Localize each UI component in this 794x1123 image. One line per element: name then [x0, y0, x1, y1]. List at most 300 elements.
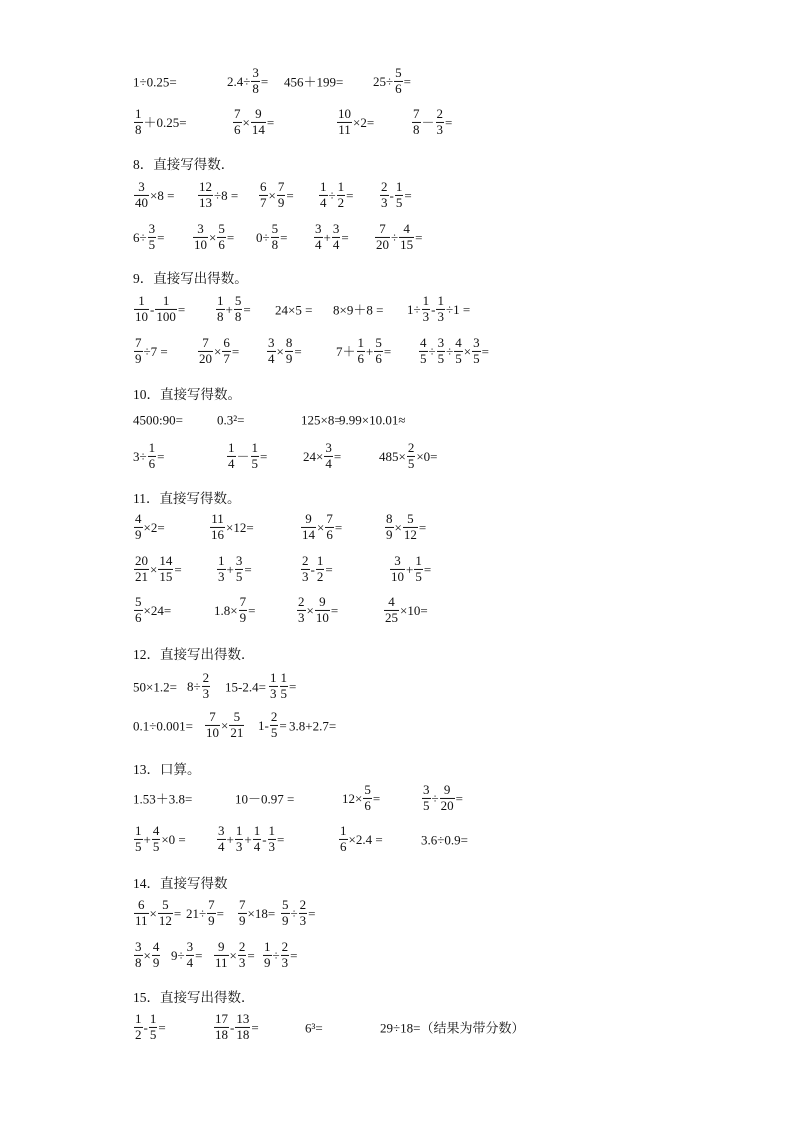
fraction-numerator: 1	[280, 669, 287, 685]
fraction-denominator: 5	[407, 455, 415, 471]
fraction-numerator: 1	[268, 822, 276, 838]
fraction-denominator: 2	[316, 568, 324, 584]
fraction-denominator: 5	[149, 1026, 157, 1042]
fraction	[229, 710, 244, 740]
fraction	[205, 710, 220, 740]
expression-text: -	[262, 831, 267, 847]
fraction-numerator: 5	[135, 593, 142, 609]
fraction	[301, 554, 310, 584]
fraction	[238, 940, 247, 970]
fraction-numerator: 3	[325, 439, 332, 455]
fraction	[357, 336, 366, 366]
fraction-denominator: 3	[302, 568, 309, 584]
fraction-numerator: 6	[134, 898, 149, 914]
math-problem	[187, 671, 211, 701]
expression-text: =	[330, 602, 339, 618]
fraction	[235, 824, 244, 854]
expression-text: ÷	[272, 947, 280, 963]
fraction-numerator: 13	[236, 1010, 250, 1026]
fraction	[148, 222, 157, 252]
math-problem	[133, 512, 165, 542]
math-problem	[258, 180, 294, 210]
fraction-denominator: 9	[135, 526, 142, 542]
fraction	[235, 1012, 250, 1042]
fraction	[301, 512, 316, 542]
fraction	[414, 554, 423, 584]
fraction-numerator: 5	[158, 898, 173, 914]
fraction	[233, 107, 242, 137]
fraction-denominator: 8	[413, 121, 420, 137]
fraction-numerator: 3	[148, 220, 156, 236]
fraction	[134, 554, 149, 584]
fraction-denominator: 4	[186, 954, 194, 970]
math-problem	[209, 512, 254, 542]
fraction-numerator: 3	[235, 552, 243, 568]
fraction-numerator: 17	[215, 1010, 228, 1026]
math-problem	[266, 336, 302, 366]
fraction	[134, 940, 143, 970]
fraction-numerator: 1	[135, 822, 142, 838]
fraction-denominator: 4	[332, 236, 340, 252]
math-problem	[313, 222, 349, 252]
fraction-numerator: 3	[268, 334, 275, 350]
expression-text: ×	[242, 114, 250, 130]
section-heading: 13．口算。	[133, 762, 201, 777]
fraction	[251, 107, 266, 137]
fraction	[134, 180, 149, 210]
expression-text: ÷8 =	[214, 187, 239, 203]
fraction-denominator: 14	[251, 121, 265, 137]
fraction-numerator: 8	[386, 510, 393, 526]
fraction-denominator: 5	[395, 194, 403, 210]
expression-text: -	[310, 561, 315, 577]
fraction-numerator: 2	[407, 439, 415, 455]
fraction-numerator: 3	[186, 938, 194, 954]
fraction-denominator: 3	[238, 954, 246, 970]
expression-text: 4500:90=	[133, 412, 183, 428]
section-heading: 14．直接写得数	[133, 876, 228, 891]
fraction	[316, 554, 325, 584]
expression-text: =	[403, 73, 411, 89]
fraction-numerator: 1	[218, 552, 225, 568]
math-problem	[133, 412, 183, 427]
math-problem	[133, 180, 174, 210]
fraction-denominator: 20	[199, 350, 212, 366]
fraction	[374, 336, 383, 366]
expression-text: =	[216, 905, 224, 921]
fraction-denominator: 10	[206, 724, 219, 740]
fraction-denominator: 7	[260, 194, 267, 210]
fraction-denominator: 2	[337, 194, 345, 210]
fraction-numerator: 4	[384, 595, 399, 611]
fraction-denominator: 5	[473, 350, 480, 366]
expression-text: =	[445, 114, 453, 130]
fraction-numerator: 3	[423, 781, 430, 797]
fraction-denominator: 12	[158, 912, 172, 928]
fraction	[207, 898, 216, 928]
fraction-denominator: 5	[420, 350, 427, 366]
fraction	[281, 940, 290, 970]
math-problem	[333, 302, 383, 317]
fraction-denominator: 18	[215, 1026, 228, 1042]
fraction-numerator: 1	[415, 552, 422, 568]
math-problem	[235, 791, 294, 806]
expression-text: 8×9＋8 =	[333, 302, 384, 318]
fraction	[332, 222, 341, 252]
fraction-numerator: 3	[437, 334, 445, 350]
expression-text: ÷	[328, 187, 336, 203]
fraction	[251, 66, 260, 96]
expression-text: =	[277, 831, 285, 847]
fraction	[149, 1012, 158, 1042]
fraction-numerator: 1	[148, 439, 156, 455]
math-problem	[305, 1020, 323, 1035]
math-problem	[258, 710, 287, 740]
expression-text: =	[290, 947, 298, 963]
fraction-numerator: 2	[381, 178, 388, 194]
expression-text: =	[266, 114, 275, 130]
expression-text: 1-	[258, 717, 269, 733]
fraction	[214, 1012, 229, 1042]
fraction	[251, 441, 260, 471]
math-problem	[133, 679, 177, 694]
fraction	[134, 107, 143, 137]
expression-text: =	[243, 301, 251, 317]
expression-text: =	[415, 229, 423, 245]
expression-text: 24×5 =	[275, 302, 313, 318]
fraction-denominator: 21	[230, 724, 244, 740]
expression-text: 485×	[379, 448, 406, 464]
fraction	[285, 336, 294, 366]
fraction-numerator: 3	[390, 554, 405, 570]
fraction-denominator: 6	[357, 350, 365, 366]
math-problem	[338, 824, 383, 854]
fraction-numerator: 1	[316, 552, 324, 568]
math-problem	[389, 554, 431, 584]
expression-text: 1÷0.25=	[133, 74, 177, 90]
fraction-numerator: 2	[299, 896, 307, 912]
fraction-numerator: 4	[135, 510, 142, 526]
fraction	[267, 336, 276, 366]
fraction-numerator: 3	[315, 220, 322, 236]
fraction	[217, 554, 226, 584]
fraction	[422, 294, 431, 324]
expression-text: 0.3²=	[217, 412, 245, 428]
math-problem	[336, 107, 374, 137]
expression-text: +	[323, 229, 331, 245]
fraction-denominator: 100	[156, 308, 176, 324]
expression-text: =	[280, 229, 288, 245]
fraction-denominator: 3	[422, 308, 430, 324]
fraction-denominator: 8	[135, 121, 142, 137]
fraction	[385, 512, 394, 542]
fraction-numerator: 9	[214, 940, 229, 956]
fraction-numerator: 10	[338, 105, 351, 121]
expression-text: 3.6÷0.9=	[421, 832, 468, 848]
fraction-numerator: 1	[337, 178, 345, 194]
fraction-denominator: 11	[215, 954, 228, 970]
expression-text: -	[143, 1019, 148, 1035]
fraction-denominator: 12	[403, 526, 417, 542]
math-problem	[262, 940, 297, 970]
expression-text: 0.1÷0.001=	[133, 718, 193, 734]
fraction-numerator: 7	[277, 178, 285, 194]
expression-text: ×	[306, 602, 314, 618]
fraction-denominator: 3	[218, 568, 225, 584]
fraction-denominator: 3	[436, 121, 444, 137]
fraction	[412, 107, 421, 137]
fraction	[158, 898, 173, 928]
fraction-numerator: 12	[199, 178, 212, 194]
expression-text: ×8 =	[150, 187, 175, 203]
expression-text: －	[236, 448, 250, 464]
fraction-numerator: 1	[270, 669, 277, 685]
expression-text: ×2.4 =	[348, 831, 383, 847]
expression-text: 6³=	[305, 1020, 323, 1036]
fraction-numerator: 1	[251, 439, 259, 455]
expression-text: 2.4÷	[227, 73, 251, 89]
expression-text: ÷	[428, 343, 436, 359]
fraction-denominator: 10	[194, 236, 207, 252]
fraction	[380, 180, 389, 210]
expression-text: =	[244, 561, 252, 577]
math-problem	[213, 940, 255, 970]
fraction-numerator: 7	[205, 710, 220, 726]
expression-text: =	[423, 561, 432, 577]
expression-text: 29÷18=（结果为带分数）	[380, 1020, 525, 1036]
math-problem	[284, 74, 343, 89]
expression-text: 9÷	[171, 947, 185, 963]
expression-text: =	[248, 602, 256, 618]
expression-text: 1.53＋3.8=	[133, 791, 193, 807]
fraction	[390, 554, 405, 584]
fraction-denominator: 21	[135, 568, 148, 584]
expression-text: =	[173, 905, 182, 921]
fraction-denominator: 4	[325, 455, 332, 471]
fraction	[198, 180, 213, 210]
fraction	[158, 554, 173, 584]
math-problem	[197, 336, 239, 366]
math-problem	[374, 222, 422, 252]
fraction-numerator: 2	[298, 593, 305, 609]
math-problem	[303, 441, 341, 471]
math-problem	[226, 441, 267, 471]
fraction-denominator: 6	[218, 236, 225, 252]
fraction-numerator: 5	[375, 334, 382, 350]
fraction	[259, 180, 268, 210]
fraction-denominator: 4	[218, 838, 225, 854]
fraction-denominator: 25	[385, 609, 398, 625]
fraction-numerator: 7	[135, 334, 142, 350]
math-problem	[214, 595, 255, 625]
math-problem	[215, 294, 251, 324]
section-heading: 11．直接写得数。	[133, 491, 241, 506]
fraction-numerator: 1	[149, 1010, 157, 1026]
math-problem	[133, 940, 161, 970]
math-problem	[342, 783, 380, 813]
fraction-denominator: 10	[391, 568, 404, 584]
expression-text: -	[150, 301, 155, 317]
fraction	[363, 783, 372, 813]
math-problem	[289, 718, 336, 733]
fraction-numerator: 4	[399, 222, 414, 238]
expression-text: =	[286, 187, 294, 203]
fraction	[395, 180, 404, 210]
expression-text: =	[260, 73, 269, 89]
fraction	[152, 824, 161, 854]
math-problem	[133, 294, 185, 324]
fraction-denominator: 4	[253, 838, 261, 854]
fraction-numerator: 4	[420, 334, 427, 350]
fraction-denominator: 9	[386, 526, 393, 542]
fraction	[394, 66, 403, 96]
fraction	[134, 294, 149, 324]
fraction	[454, 336, 463, 366]
expression-text: ×	[143, 947, 151, 963]
expression-text: =	[333, 448, 342, 464]
fraction	[271, 222, 280, 252]
fraction	[214, 940, 229, 970]
fraction	[315, 595, 330, 625]
expression-text: =	[177, 301, 186, 317]
math-problem	[133, 222, 164, 252]
math-problem	[237, 898, 275, 928]
math-problem	[296, 595, 338, 625]
math-problem	[373, 66, 411, 96]
fraction-numerator: 3	[473, 334, 480, 350]
expression-text: =	[341, 229, 349, 245]
math-problem	[204, 710, 245, 740]
math-problem	[217, 412, 244, 427]
expression-text: ×	[317, 519, 325, 535]
fraction-denominator: 8	[217, 308, 224, 324]
fraction-denominator: 4	[268, 350, 275, 366]
fraction-numerator: 5	[234, 292, 242, 308]
fraction	[339, 824, 348, 854]
expression-text: ＋0.25=	[143, 114, 187, 130]
expression-text: =	[158, 1019, 166, 1035]
fraction	[277, 180, 286, 210]
fraction-numerator: 3	[193, 222, 208, 238]
expression-text: ×24=	[143, 602, 172, 618]
math-problem	[421, 783, 463, 813]
math-problem	[227, 66, 268, 96]
expression-text: =	[174, 561, 182, 577]
math-problem	[197, 180, 238, 210]
fraction-denominator: 5	[437, 350, 445, 366]
fraction-denominator: 13	[199, 194, 212, 210]
fraction-denominator: 3	[381, 194, 388, 210]
fraction	[217, 824, 226, 854]
math-problem	[411, 107, 452, 137]
fraction-denominator: 3	[268, 838, 276, 854]
fraction-denominator: 40	[135, 194, 148, 210]
fraction-numerator: 7	[198, 336, 213, 352]
fraction-denominator: 10	[315, 609, 329, 625]
expression-text: 0÷	[256, 229, 270, 245]
math-problem	[186, 898, 224, 928]
fraction	[375, 222, 390, 252]
math-problem	[280, 898, 315, 928]
expression-text: =	[383, 343, 392, 359]
expression-text: =	[325, 561, 333, 577]
math-problem	[133, 718, 193, 733]
fraction	[186, 940, 195, 970]
expression-text: =	[418, 519, 427, 535]
fraction	[227, 441, 236, 471]
fraction	[419, 336, 428, 366]
fraction-numerator: 7	[234, 105, 241, 121]
fraction-numerator: 5	[271, 220, 279, 236]
expression-text: =	[260, 448, 268, 464]
fraction-denominator: 5	[251, 455, 259, 471]
fraction-numerator: 9	[440, 783, 455, 799]
fraction-numerator: 3	[252, 64, 259, 80]
expression-text: +	[226, 561, 234, 577]
fraction	[148, 441, 157, 471]
fraction-denominator: 15	[159, 568, 173, 584]
math-problem	[339, 412, 405, 427]
fraction-denominator: 6	[340, 838, 347, 854]
fraction	[299, 898, 308, 928]
fraction-denominator: 9	[277, 194, 285, 210]
fraction-numerator: 1	[235, 822, 243, 838]
math-problem	[133, 107, 187, 137]
fraction	[407, 441, 416, 471]
fraction-denominator: 6	[234, 121, 241, 137]
fraction	[403, 512, 418, 542]
expression-text: 8÷	[187, 678, 201, 694]
fraction-denominator: 3	[299, 912, 307, 928]
fraction	[134, 595, 143, 625]
fraction	[440, 783, 455, 813]
expression-text: ×	[268, 187, 276, 203]
math-problem	[225, 679, 266, 694]
fraction	[319, 180, 328, 210]
fraction-numerator: 4	[455, 334, 462, 350]
expression-text: =	[404, 187, 412, 203]
expression-text: ×2=	[353, 114, 375, 130]
math-problem	[418, 336, 489, 366]
expression-text: ×2=	[143, 519, 165, 535]
fraction-denominator: 8	[135, 954, 142, 970]
fraction-numerator: 7	[239, 593, 247, 609]
expression-text: ×10=	[400, 602, 428, 618]
expression-text: -	[389, 187, 394, 203]
fraction-denominator: 11	[338, 121, 351, 137]
fraction-denominator: 7	[223, 350, 230, 366]
expression-text: -	[230, 1019, 235, 1035]
fraction	[198, 336, 213, 366]
expression-text: 3.8+2.7=	[289, 718, 337, 734]
fraction-denominator: 9	[239, 912, 246, 928]
fraction-denominator: 6	[326, 526, 333, 542]
expression-text: =	[289, 678, 297, 694]
expression-text: ÷7 =	[143, 343, 168, 359]
section-heading: 10．直接写得数。	[133, 387, 241, 402]
fraction	[269, 671, 278, 701]
fraction-denominator: 3	[281, 954, 289, 970]
expression-text: =	[334, 519, 343, 535]
fraction-numerator: 1	[135, 105, 142, 121]
fraction-numerator: 1	[253, 822, 261, 838]
fraction	[134, 898, 149, 928]
math-problem	[216, 824, 284, 854]
fraction	[134, 1012, 143, 1042]
fraction-numerator: 1	[135, 1010, 142, 1026]
fraction-numerator: 4	[152, 938, 160, 954]
expression-text: =	[195, 947, 203, 963]
